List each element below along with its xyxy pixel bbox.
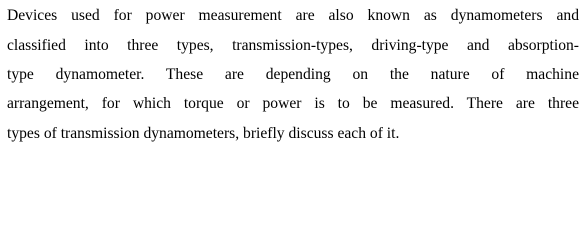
paragraph-line-1: Devices used for power measurement are also known as dynamometers and [7, 7, 579, 24]
paragraph-line-3: type dynamometer. These are depending on the nature of machine [7, 66, 579, 83]
paragraph-line-2: classified into three types, transmission-types, driving-type and absorption- [7, 37, 579, 54]
paragraph-line-5: types of transmission dynamometers, briefly discuss each of it. [7, 125, 400, 142]
paragraph-line-4: arrangement, for which torque or power is to be measured. There are three [7, 95, 579, 112]
